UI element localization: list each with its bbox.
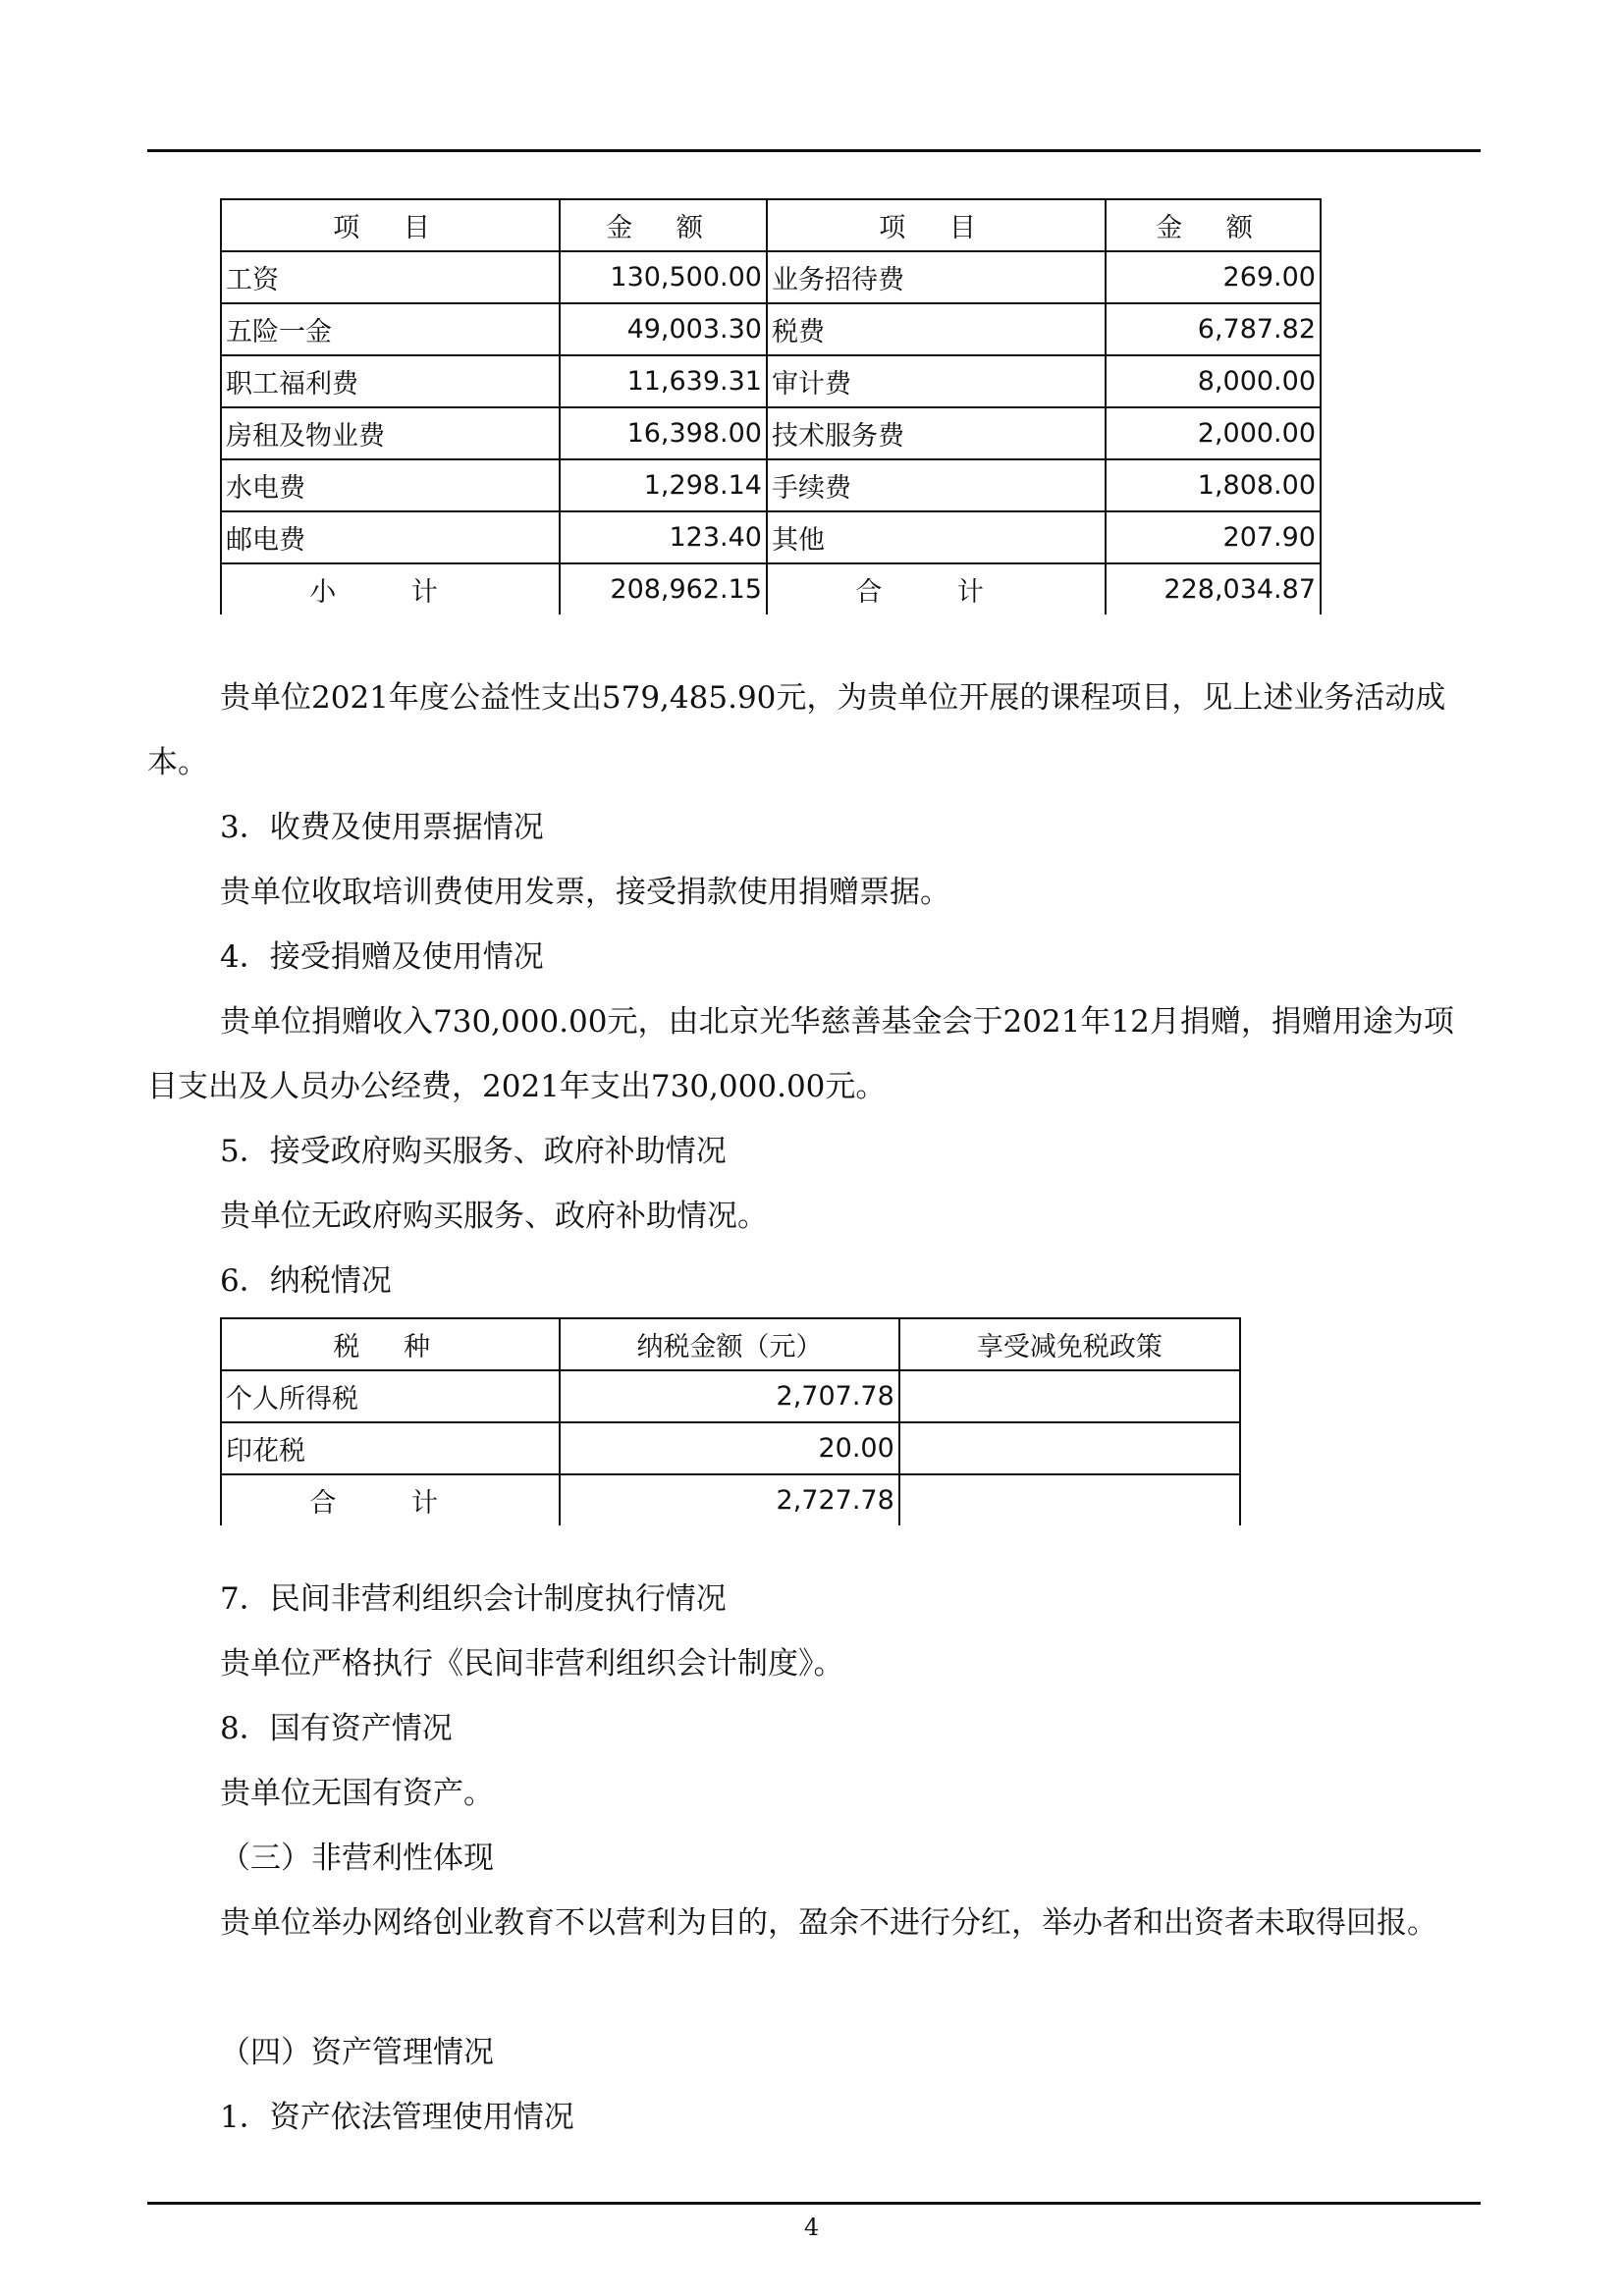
table-header-row	[221, 1318, 1240, 1370]
table-row	[221, 251, 1321, 303]
donation-paragraph: 贵单位捐赠收入730,000.00元，由北京光华慈善基金会于2021年12月捐赠，捐赠用途为项目支出及人员办公经费，2021年支出730,000.00元。	[147, 1004, 1454, 1104]
total-amount: 228,034.87	[1106, 563, 1321, 614]
section-heading: 1．资产依法管理使用情况	[220, 2100, 574, 2135]
table-row	[221, 303, 1321, 355]
subtotal-amount: 208,962.15	[560, 563, 767, 614]
total-label: 合 计	[767, 563, 1106, 614]
total-amount: 2,727.78	[560, 1474, 898, 1525]
subtotal-row	[221, 563, 1321, 614]
tax-name-cell: 个人所得税	[221, 1370, 560, 1422]
amount-cell: 207.90	[1106, 511, 1321, 563]
table-row	[221, 459, 1321, 511]
item-cell: 房租及物业费	[221, 407, 560, 459]
item-cell: 五险一金	[221, 303, 560, 355]
body-paragraph: 贵单位严格执行《民间非营利组织会计制度》。	[220, 1646, 844, 1682]
non-profit-paragraph: 贵单位举办网络创业教育不以营利为目的，盈余不进行分红，举办者和出资者未取得回报。	[220, 1905, 1437, 1941]
public-expenditure-paragraph: 贵单位2021年度公益性支出579,485.90元，为贵单位开展的课程项目，见上述业务活动成本。	[147, 680, 1446, 780]
item-cell: 工资	[221, 251, 560, 303]
item-cell: 其他	[767, 511, 1106, 563]
section-heading: （四）资产管理情况	[220, 2035, 494, 2070]
tax-table	[220, 1317, 1241, 1525]
amount-cell: 1,298.14	[560, 459, 767, 511]
column-header: 金 额	[1106, 199, 1321, 251]
tax-amount-cell: 2,707.78	[560, 1370, 898, 1422]
tax-name-cell: 印花税	[221, 1422, 560, 1474]
column-header: 享受减免税政策	[899, 1318, 1240, 1370]
expenses-table	[220, 198, 1322, 614]
item-cell: 审计费	[767, 355, 1106, 407]
total-label: 合 计	[221, 1474, 560, 1525]
table-row	[221, 355, 1321, 407]
subtotal-label: 小 计	[221, 563, 560, 614]
section-heading: 4．接受捐赠及使用情况	[220, 939, 544, 975]
tax-policy-cell	[899, 1474, 1240, 1525]
item-cell: 业务招待费	[767, 251, 1106, 303]
tax-policy-cell	[899, 1370, 1240, 1422]
column-header: 项 目	[767, 199, 1106, 251]
section-heading: （三）非营利性体现	[220, 1841, 494, 1876]
header-rule	[147, 149, 1481, 152]
amount-cell: 11,639.31	[560, 355, 767, 407]
item-cell: 技术服务费	[767, 407, 1106, 459]
amount-cell: 2,000.00	[1106, 407, 1321, 459]
tax-amount-cell: 20.00	[560, 1422, 898, 1474]
amount-cell: 1,808.00	[1106, 459, 1321, 511]
column-header: 纳税金额（元）	[560, 1318, 898, 1370]
section-heading: 6．纳税情况	[220, 1263, 392, 1299]
section-heading: 3．收费及使用票据情况	[220, 810, 544, 845]
table-row	[221, 407, 1321, 459]
body-paragraph: 贵单位收取培训费使用发票，接受捐款使用捐赠票据。	[220, 875, 950, 910]
section-heading: 5．接受政府购买服务、政府补助情况	[220, 1134, 727, 1169]
amount-cell: 16,398.00	[560, 407, 767, 459]
item-cell: 税费	[767, 303, 1106, 355]
amount-cell: 123.40	[560, 511, 767, 563]
column-header: 税 种	[221, 1318, 560, 1370]
amount-cell: 49,003.30	[560, 303, 767, 355]
body-paragraph: 贵单位无政府购买服务、政府补助情况。	[220, 1199, 768, 1234]
page-number: 4	[803, 2214, 820, 2241]
amount-cell: 8,000.00	[1106, 355, 1321, 407]
table-row	[221, 1422, 1240, 1474]
item-cell: 邮电费	[221, 511, 560, 563]
tax-policy-cell	[899, 1422, 1240, 1474]
table-row	[221, 511, 1321, 563]
table-header-row	[221, 199, 1321, 251]
amount-cell: 269.00	[1106, 251, 1321, 303]
amount-cell: 6,787.82	[1106, 303, 1321, 355]
total-row	[221, 1474, 1240, 1525]
column-header: 金 额	[560, 199, 767, 251]
item-cell: 水电费	[221, 459, 560, 511]
section-heading: 8．国有资产情况	[220, 1711, 453, 1746]
section-heading: 7．民间非营利组织会计制度执行情况	[220, 1581, 727, 1617]
body-paragraph: 贵单位无国有资产。	[220, 1776, 494, 1811]
item-cell: 手续费	[767, 459, 1106, 511]
table-row	[221, 1370, 1240, 1422]
column-header: 项 目	[221, 199, 560, 251]
footer-rule	[147, 2202, 1481, 2205]
item-cell: 职工福利费	[221, 355, 560, 407]
amount-cell: 130,500.00	[560, 251, 767, 303]
